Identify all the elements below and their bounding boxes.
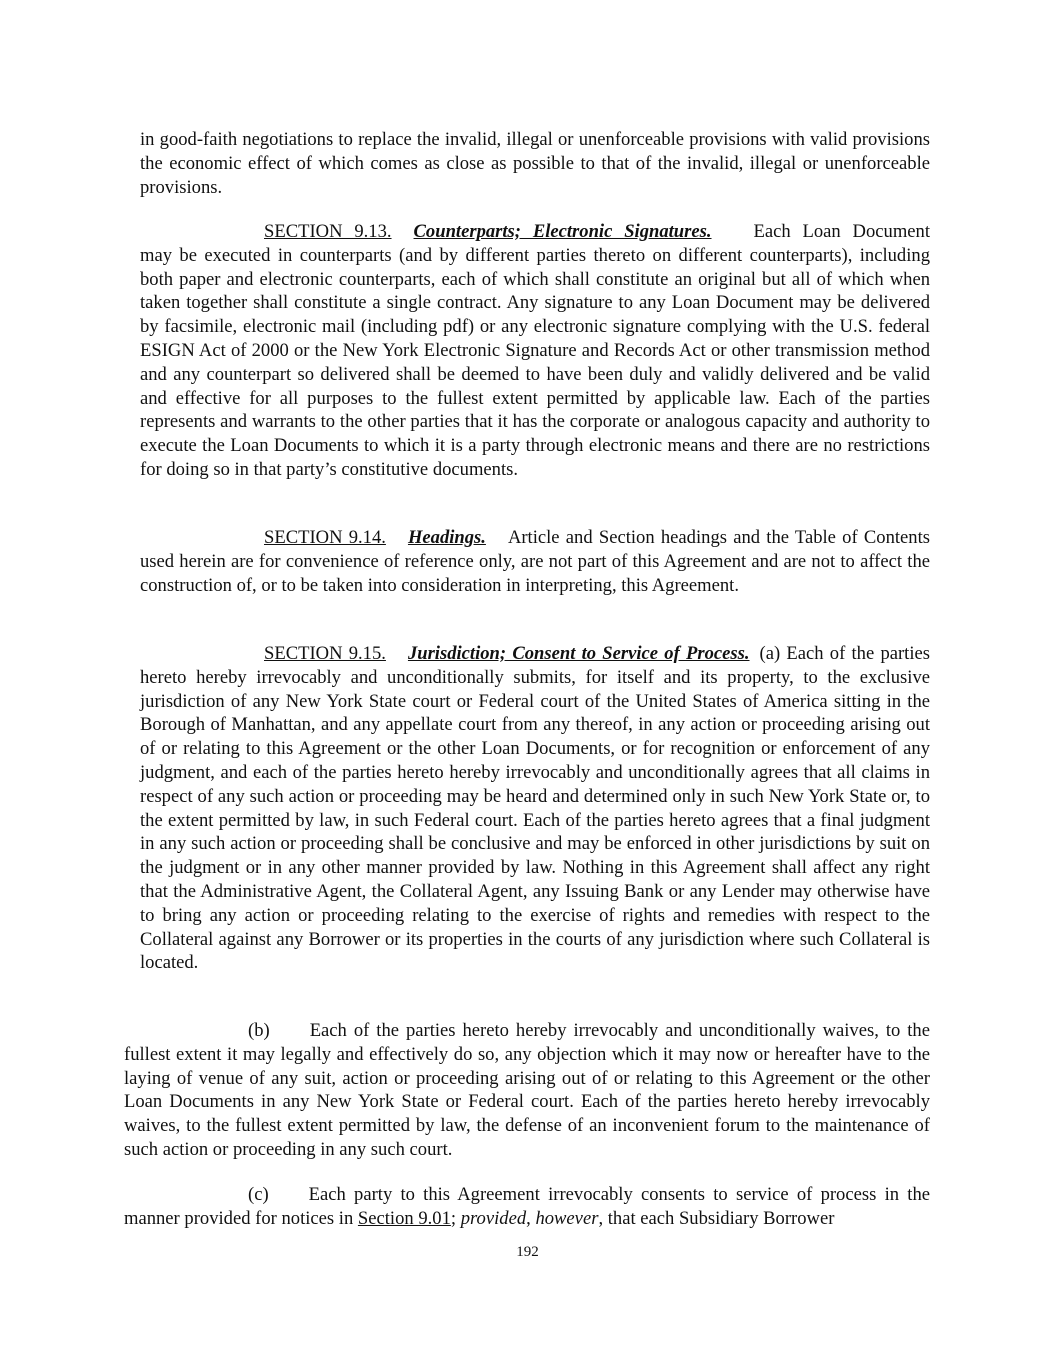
section-label: SECTION 9.14.: [264, 527, 386, 548]
section-reference-link[interactable]: Section 9.01: [357, 1207, 451, 1229]
continuation-paragraph: [140, 128, 930, 199]
section-body: Each Loan Document may be executed in counterparts (and by different parties thereto on different counterparts), including both paper and electronic counterparts, each of which shall constitute an original but all of which when taken together shall constitute a single contract. Any signature to any Loan Document may be delivered by facsimile, electronic mail (including pdf) or any electronic signature complying with the U.S. federal ESIGN Act of 2000 or the New York Electronic Signature and Records Act or other transmission method and any counterpart so delivered shall be deemed to have been duly and validly delivered and be valid and effective for all purposes to the fullest extent permitted by applicable law. Each of the parties represents and warrants to the other parties that it has the corporate or analogous capacity and authority to execute the Loan Documents to which it is a party through electronic means and there are no restrictions for doing so in that party’s constitutive documents.: [140, 221, 930, 480]
continuation-text: in good-faith negotiations to replace the invalid, illegal or unenforceable provisions with valid provisions the economic effect of which comes as close as possible to that of the invalid, illegal or unenforceable provisions.: [140, 129, 930, 198]
section-body: Article and Section headings and the Table of Contents used herein are for convenience of reference only, are not part of this Agreement and are not to affect the construction of, or to be taken into consideration in interpreting, this Agreement.: [140, 527, 930, 596]
section-9-14-paragraph: [140, 526, 930, 597]
subsection-b-paragraph: [124, 1019, 930, 1162]
subsection-marker: (b): [248, 1020, 270, 1041]
page-number: 192: [516, 1244, 539, 1260]
separator: ;: [450, 1207, 457, 1229]
section-label: SECTION 9.13.: [264, 221, 392, 242]
provided-word: provided: [460, 1207, 527, 1229]
section-9-15-paragraph: [140, 642, 930, 975]
subsection-body: Each of the parties hereto hereby irrevocably and unconditionally waives, to the fullest extent it may legally and effectively do so, any objection which it may now or hereafter have to the laying of venue of any suit, action or proceeding arising out of or relating to this Agreement or the other Loan Documents in any New York State or Federal court. Each of the parties hereto hereby irrevocably waives, to the fullest extent permitted by law, the defense of an inconvenient forum to the maintenance of such action or proceeding in any such court.: [124, 1020, 930, 1160]
section-label: SECTION 9.15.: [264, 643, 386, 664]
subsection-c-paragraph: [124, 1183, 930, 1231]
comma: ,: [526, 1207, 531, 1229]
subsection-body-start: Each party to this Agreement irrevocably consents to service of process in the manner provided for notices in: [124, 1184, 930, 1229]
section-title: Headings.: [407, 527, 486, 548]
subsection-marker: (c): [248, 1184, 269, 1205]
section-9-13-paragraph: [140, 220, 930, 482]
section-body: (a) Each of the parties hereto hereby irrevocably and unconditionally submits, for itself and its property, to the exclusive jurisdiction of any New York State court or Federal court of the United States of America sitting in the Borough of Manhattan, and any appellate court from any thereof, in any action or proceeding arising out of or relating to this Agreement or the other Loan Documents, or for recognition or enforcement of any judgment, and each of the parties hereto hereby irrevocably and unconditionally agrees that all claims in respect of any such action or proceeding may be heard and determined only in such New York State or, to the extent permitted by law, in such Federal court. Each of the parties hereto agrees that a final judgment in any such action or proceeding shall be conclusive and may be enforced in other jurisdictions by suit on the judgment or in any other manner provided by law. Nothing in this Agreement shall affect any right that the Administrative Agent, the Collateral Agent, any Issuing Bank or any Lender may otherwise have to bring any action or proceeding relating to the exercise of rights and remedies with respect to the Collateral against any Borrower or its properties in the courts of any jurisdiction where such Collateral is located.: [140, 643, 931, 974]
subsection-body-end: , that each Subsidiary Borrower: [598, 1207, 835, 1229]
section-title: Jurisdiction; Consent to Service of Process.: [407, 643, 750, 664]
section-title: Counterparts; Electronic Signatures.: [413, 221, 712, 242]
however-word: however: [535, 1207, 599, 1229]
